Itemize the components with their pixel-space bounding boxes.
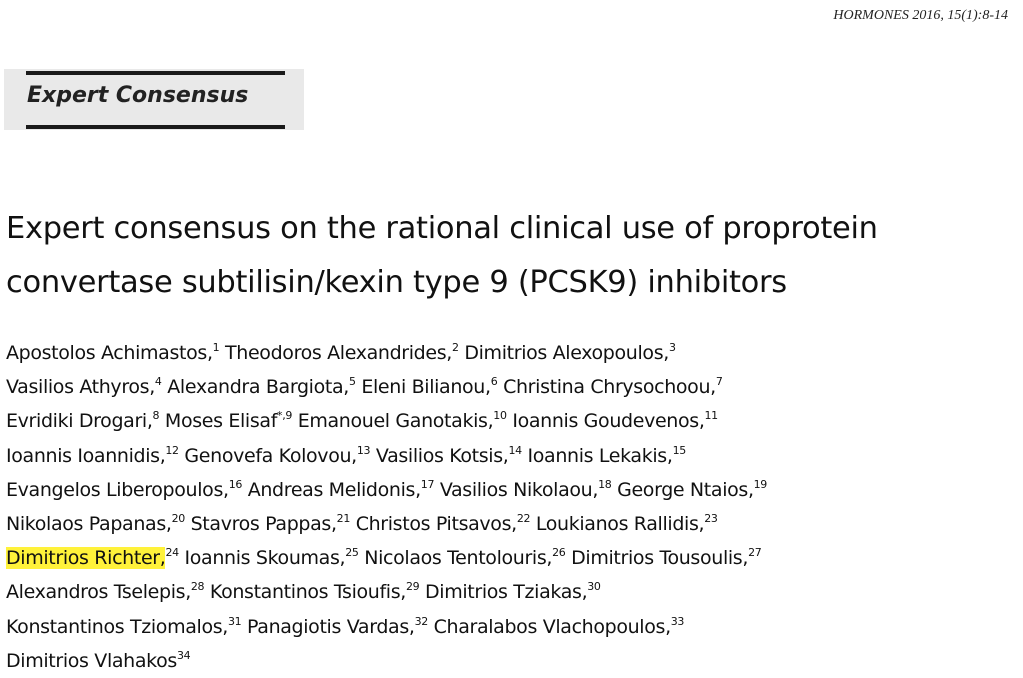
author [440, 479, 612, 501]
author [571, 547, 761, 569]
author-name: Dimitrios Alexopoulos [464, 342, 664, 364]
author-name: George Ntaios [617, 478, 748, 501]
author-separator: , [146, 410, 153, 433]
author-name: Dimitrios Richter [6, 547, 160, 570]
author-name: Andreas Melidonis [247, 478, 416, 501]
author-separator: , [487, 410, 494, 433]
affiliation-number: 3 [668, 341, 676, 354]
author-name: Evridiki Drogari [6, 410, 147, 433]
author-name: Genovefa Kolovou [184, 444, 352, 467]
author-line [6, 336, 1016, 370]
author-separator: , [149, 376, 155, 399]
author [298, 410, 507, 432]
author [167, 376, 355, 398]
article-title [6, 202, 1016, 310]
author [165, 410, 292, 432]
author [425, 581, 601, 603]
author-line [6, 575, 1016, 609]
author-line [6, 507, 1016, 541]
section-top-rule [26, 71, 285, 75]
author [6, 650, 190, 672]
author [356, 513, 530, 535]
author-line [6, 644, 1016, 678]
author-name: Nicolaos Tentolouris [364, 547, 547, 570]
author-separator: , [159, 444, 166, 467]
author-separator: , [339, 547, 346, 570]
author-separator: , [415, 478, 421, 501]
author-name: Vasilios Nikolaou [439, 478, 593, 501]
author-name: Loukianos Rallidis [535, 513, 699, 536]
author [247, 616, 428, 638]
author-name: Dimitrios Tousoulis [571, 547, 743, 570]
author-separator: , [343, 376, 349, 399]
affiliation-number: 20 [171, 512, 185, 526]
affiliation-number: *,9 [277, 409, 292, 423]
author-name: Apostolos Achimastos [6, 342, 207, 364]
author-separator: , [742, 547, 749, 570]
affiliation-number: 32 [414, 614, 428, 628]
author-name: Christina Chrysochoou [503, 376, 711, 399]
affiliation-number: 7 [715, 375, 723, 389]
author-separator: , [747, 478, 754, 501]
author [225, 342, 459, 364]
author-separator: , [400, 581, 406, 604]
author [361, 376, 497, 398]
affiliation-number: 28 [190, 580, 205, 594]
affiliation-number: 18 [598, 477, 612, 491]
affiliation-number: 23 [704, 512, 718, 526]
author-name: Ioannis Skoumas [184, 547, 340, 570]
author-name: Alexandros Tselepis [6, 581, 186, 604]
affiliation-number: 16 [228, 477, 243, 491]
affiliation-number: 21 [336, 512, 350, 526]
author-name: Nikolaos Papanas [6, 513, 166, 536]
author [248, 479, 434, 501]
affiliation-number: 8 [152, 409, 160, 423]
title-line-1: Expert consensus on the rational clinical use of proprotein [6, 211, 878, 246]
author [536, 513, 718, 535]
author-name: Eleni Bilianou [361, 376, 486, 399]
affiliation-number: 27 [748, 546, 762, 560]
author-line [6, 610, 1016, 644]
author-name: Alexandra Bargiota [167, 376, 344, 399]
author-name: Emanouel Ganotakis [297, 410, 488, 433]
author-separator: , [446, 342, 452, 364]
author-separator: , [159, 547, 166, 570]
author [512, 410, 718, 432]
author-separator: , [581, 581, 588, 604]
affiliation-number: 11 [704, 409, 718, 423]
author-name: Stavros Pappas [190, 513, 331, 536]
author [464, 342, 675, 364]
affiliation-number: 30 [587, 580, 601, 594]
author-name: Dimitrios Vlahakos [6, 649, 177, 672]
affiliation-number: 1 [212, 341, 220, 354]
author [6, 513, 185, 535]
author-separator: , [663, 342, 669, 364]
affiliation-number: 2 [451, 341, 459, 354]
author-separator: , [710, 376, 716, 399]
author-line [6, 404, 1016, 438]
affiliation-number: 33 [670, 614, 685, 628]
affiliation-number: 10 [493, 409, 507, 423]
author-name: Ioannis Lekakis [527, 444, 667, 467]
author-line [6, 370, 1016, 404]
author [6, 616, 241, 638]
affiliation-number: 4 [154, 375, 162, 389]
author-separator: , [330, 513, 337, 536]
author [434, 616, 684, 638]
affiliation-number: 31 [228, 614, 242, 628]
author-separator: , [185, 581, 191, 604]
author-separator: , [206, 342, 213, 364]
author-separator: , [223, 478, 229, 501]
author-separator: , [592, 478, 599, 501]
journal-citation: HORMONES 2016, 15(1):8-14 [833, 8, 1008, 23]
author-separator: , [665, 615, 671, 638]
author-line [6, 541, 1016, 575]
author [617, 479, 767, 501]
author-name: Evangelos Liberopoulos [6, 478, 223, 501]
author-separator: , [165, 513, 172, 536]
author-name: Moses Elisaf [164, 410, 278, 433]
author-separator: , [666, 444, 673, 467]
author-name: Ioannis Goudevenos [512, 410, 699, 433]
author [6, 376, 162, 398]
section-banner [4, 69, 304, 130]
author-separator: , [698, 513, 705, 536]
author-separator: , [408, 615, 415, 638]
author-separator: , [222, 615, 228, 638]
affiliation-number: 15 [672, 443, 686, 457]
affiliation-number: 19 [753, 477, 767, 491]
affiliation-number: 22 [516, 512, 531, 526]
author-separator: , [502, 444, 509, 467]
author-name: Panagiotis Vardas [247, 615, 409, 638]
author [184, 445, 370, 467]
affiliation-number: 24 [165, 546, 179, 560]
author-name: Theodoros Alexandrides [225, 342, 447, 364]
title-line-2: convertase subtilisin/kexin type 9 (PCSK9) inhibitors [6, 265, 787, 300]
affiliation-number: 34 [176, 648, 191, 662]
author-name: Konstantinos Tziomalos [6, 615, 223, 638]
author-highlighted [6, 547, 179, 569]
author-name: Vasilios Kotsis [375, 444, 503, 467]
section-label: Expert Consensus [27, 83, 249, 108]
affiliation-number: 14 [508, 443, 522, 457]
author [210, 581, 419, 603]
author [185, 547, 359, 569]
author-separator: , [485, 376, 491, 399]
author-name: Ioannis Ioannidis [6, 444, 160, 467]
author-list [6, 336, 1016, 678]
author-name: Charalabos Vlachopoulos [433, 615, 666, 638]
affiliation-number: 12 [165, 443, 179, 457]
affiliation-number: 29 [405, 580, 420, 594]
section-bottom-rule [26, 125, 285, 129]
author-separator: , [698, 410, 705, 433]
author-name: Dimitrios Tziakas [425, 581, 582, 604]
author [6, 410, 159, 432]
author-line [6, 473, 1016, 507]
author [503, 376, 722, 398]
author-separator: , [546, 547, 553, 570]
author-separator: , [511, 513, 517, 536]
author-name: Vasilios Athyros [6, 376, 150, 399]
author [528, 445, 686, 467]
affiliation-number: 5 [348, 375, 356, 389]
affiliation-number: 25 [345, 546, 359, 560]
author-line [6, 439, 1016, 473]
author-separator: , [351, 444, 357, 467]
author [364, 547, 565, 569]
author [6, 342, 219, 364]
affiliation-number: 26 [552, 546, 566, 560]
affiliation-number: 13 [356, 443, 371, 457]
author-name: Christos Pitsavos [355, 513, 512, 536]
author [6, 445, 179, 467]
author [191, 513, 350, 535]
author [376, 445, 522, 467]
author [6, 581, 204, 603]
affiliation-number: 6 [490, 375, 498, 389]
affiliation-number: 17 [420, 477, 435, 491]
author [6, 479, 242, 501]
author-name: Konstantinos Tsioufis [209, 581, 401, 604]
